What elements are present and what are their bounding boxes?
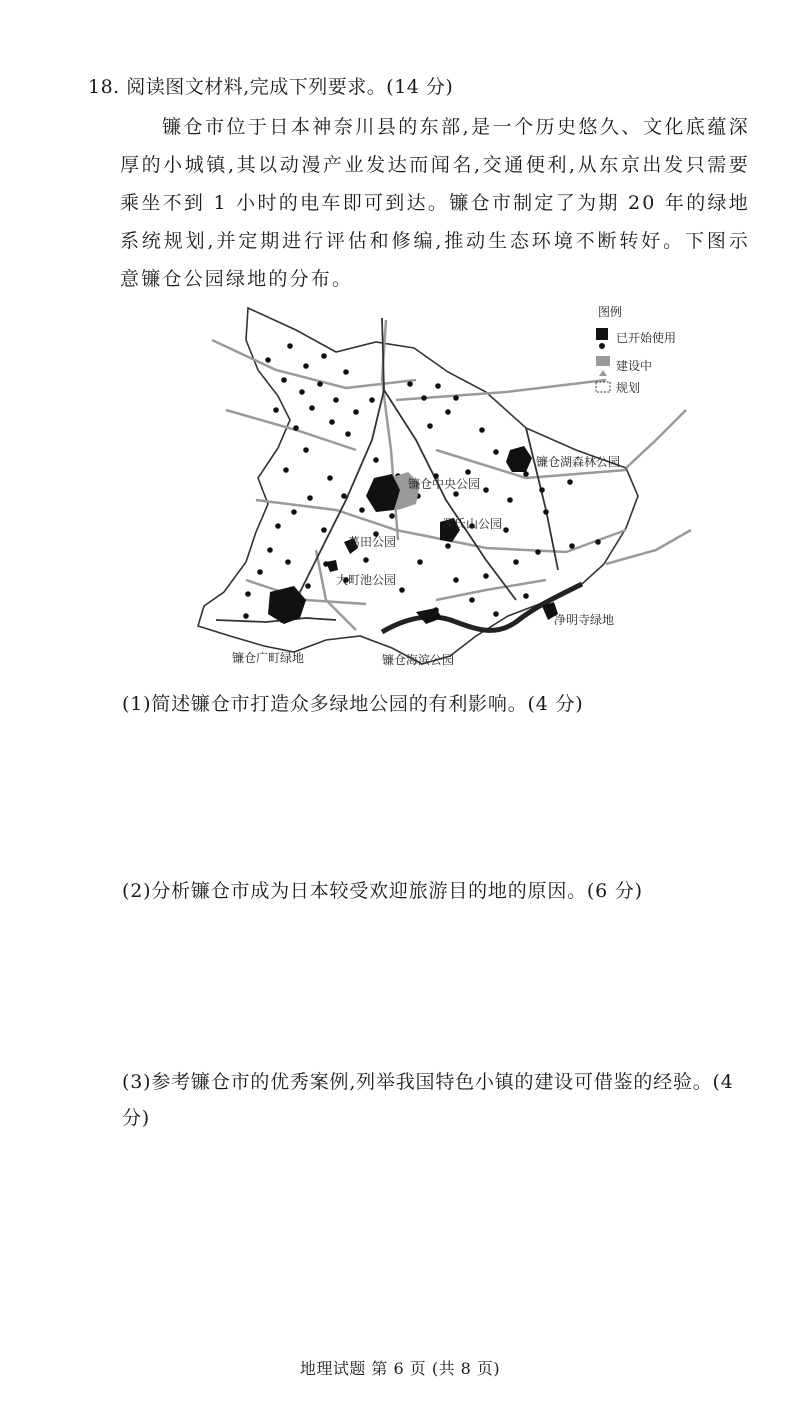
sub-question-2: (2)分析镰仓市成为日本较受欢迎旅游目的地的原因。(6 分) — [122, 880, 643, 902]
label-genjiyama-park: 源氏山公园 — [442, 517, 503, 531]
legend-construction-swatch — [596, 356, 610, 366]
legend-in-use-swatch — [596, 328, 608, 340]
sub-question-1: (1)简述镰仓市打造众多绿地公园的有利影响。(4 分) — [122, 693, 584, 715]
map-legend — [596, 304, 676, 395]
label-central-park: 镰仓中央公园 — [408, 477, 481, 491]
legend-in-use-dot — [599, 343, 605, 349]
label-seaside-park: 镰仓海滨公园 — [382, 653, 455, 667]
legend-planned-label: 规划 — [616, 381, 641, 395]
legend-title: 图例 — [598, 305, 623, 319]
legend-planned-swatch — [596, 382, 610, 392]
page-footer: 地理试题 第 6 页 (共 8 页) — [299, 1359, 501, 1378]
legend-construction-triangle — [599, 370, 607, 376]
label-hirocho-greenland: 镰仓广町绿地 — [232, 651, 305, 665]
sub-question-3: (3)参考镰仓市的优秀案例,列举我国特色小镇的建设可借鉴的经验。(4 分) — [122, 1071, 734, 1129]
question-header: 18. 阅读图文材料,完成下列要求。(14 分) — [88, 76, 454, 98]
map-figure — [186, 300, 698, 672]
label-kuzuta-park: 葛田公园 — [348, 535, 397, 549]
park-distribution-map — [186, 300, 698, 672]
question-passage: 镰仓市位于日本神奈川县的东部,是一个历史悠久、文化底蕴深厚的小城镇,其以动漫产业发达而闻名,交通便利,从东京出发只需要乘坐不到 1 小时的电车即可到达。镰仓市制定了为期 20 年的绿地系统规划,并定期进行评估和修编,推动生态环境不断转好。下图示意镰仓公园绿地的分布。 — [120, 116, 750, 290]
label-omachi-ike-park: 大町池公园 — [336, 573, 397, 587]
label-lake-forest-park: 镰仓湖森林公园 — [536, 455, 621, 469]
label-jomyoji-greenland: 净明寺绿地 — [554, 613, 615, 627]
legend-in-use-label: 已开始使用 — [616, 331, 677, 345]
legend-construction-label: 建设中 — [616, 359, 653, 373]
